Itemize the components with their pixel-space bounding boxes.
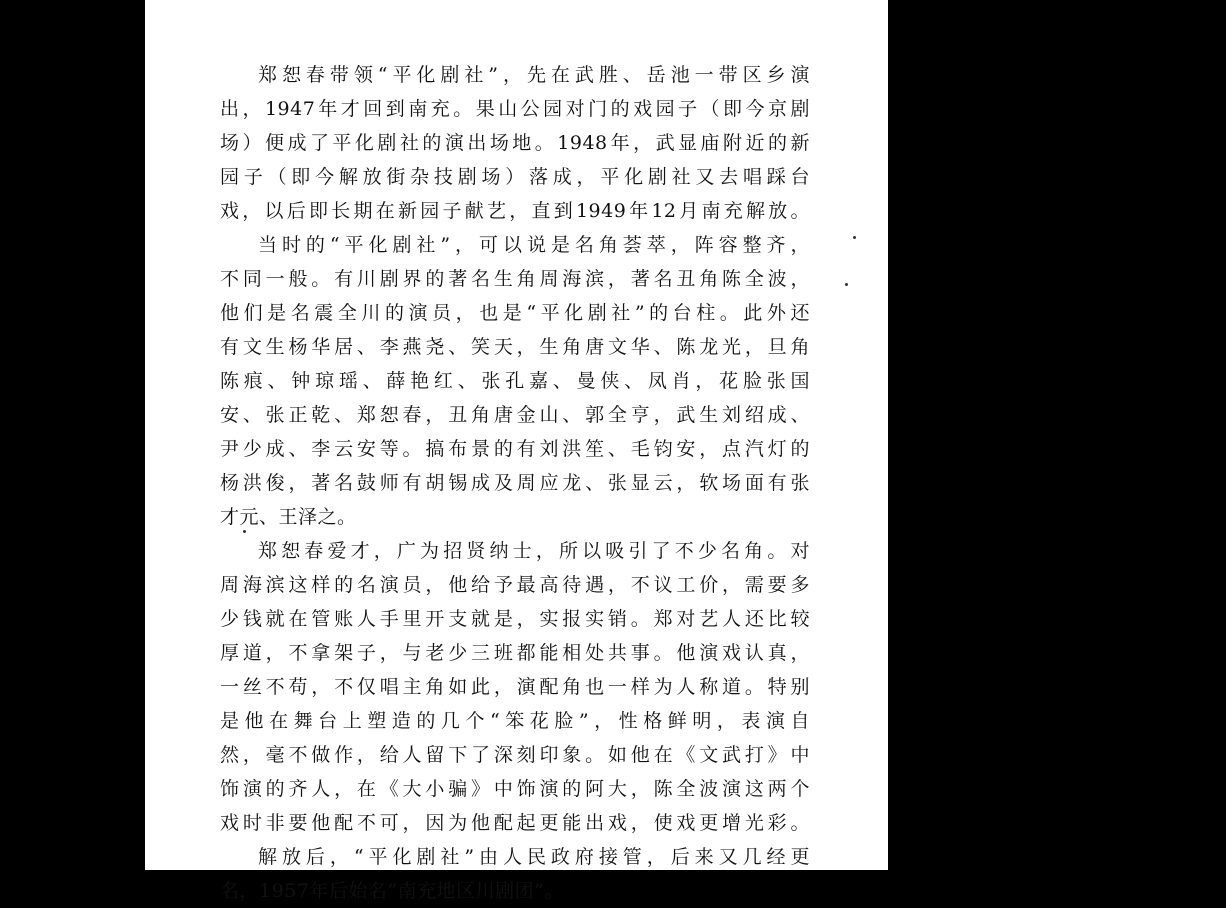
text-line: 他们是名震全川的演员，也是“平化剧社”的台柱。此外还 — [220, 302, 810, 324]
text-line: 才元、王泽之。 — [220, 506, 357, 528]
paragraph-2 — [220, 228, 810, 534]
scan-speck — [845, 283, 848, 286]
text-line: 解放后，“平化剧社”由人民政府接管，后来又几经更 — [258, 846, 810, 868]
text-line: 安、张正乾、郑恕春，丑角唐金山、郭全亨，武生刘绍成、 — [220, 404, 810, 426]
text-line: 周海滨这样的名演员，他给予最高待遇，不议工价，需要多 — [220, 574, 810, 596]
text-line: 是他在舞台上塑造的几个“笨花脸”，性格鲜明，表演自 — [220, 710, 810, 732]
text-line: 尹少成、李云安等。搞布景的有刘洪笙、毛钧安，点汽灯的 — [220, 438, 810, 460]
paragraph-3 — [220, 534, 810, 840]
text-line: 戏时非要他配不可，因为他配起更能出戏，使戏更增光彩。 — [220, 812, 810, 834]
scanned-page — [145, 0, 888, 902]
text-line: 厚道，不拿架子，与老少三班都能相处共事。他演戏认真， — [220, 642, 810, 664]
paragraph-1 — [220, 58, 810, 228]
paragraph-4 — [220, 840, 810, 908]
scan-speck — [853, 236, 856, 239]
text-line: 一丝不苟，不仅唱主角如此，演配角也一样为人称道。特别 — [220, 676, 810, 698]
text-line: 出，1947年才回到南充。果山公园对门的戏园子（即今京剧 — [220, 98, 810, 120]
text-line: 不同一般。有川剧界的著名生角周海滨，著名丑角陈全波， — [220, 268, 810, 290]
text-line: 当时的“平化剧社”，可以说是名角荟萃，阵容整齐， — [258, 234, 810, 256]
page-text — [220, 58, 810, 908]
text-line: 陈痕、钟琼瑶、薛艳红、张孔嘉、曼侠、凤肖，花脸张国 — [220, 370, 810, 392]
text-line: 杨洪俊，著名鼓师有胡锡成及周应龙、张显云，软场面有张 — [220, 472, 810, 494]
text-line: 少钱就在管账人手里开支就是，实报实销。郑对艺人还比较 — [220, 608, 810, 630]
text-line: 郑恕春爱才，广为招贤纳士，所以吸引了不少名角。对 — [258, 540, 810, 562]
text-line: 园子（即今解放街杂技剧场）落成，平化剧社又去唱踩台 — [220, 166, 810, 188]
text-line: 饰演的齐人，在《大小骗》中饰演的阿大，陈全波演这两个 — [220, 778, 810, 800]
text-line: 场）便成了平化剧社的演出场地。1948年，武显庙附近的新 — [220, 132, 810, 154]
text-line: 戏，以后即长期在新园子献艺，直到1949年12月南充解放。 — [220, 200, 810, 222]
scan-speck — [243, 530, 246, 533]
text-line: 然，毫不做作，给人留下了深刻印象。如他在《文武打》中 — [220, 744, 810, 766]
text-line: 名，1957年后始名“南充地区川剧团”。 — [220, 880, 564, 902]
text-line: 郑恕春带领“平化剧社”，先在武胜、岳池一带区乡演 — [258, 64, 810, 86]
text-line: 有文生杨华居、李燕尧、笑天，生角唐文华、陈龙光，旦角 — [220, 336, 810, 358]
